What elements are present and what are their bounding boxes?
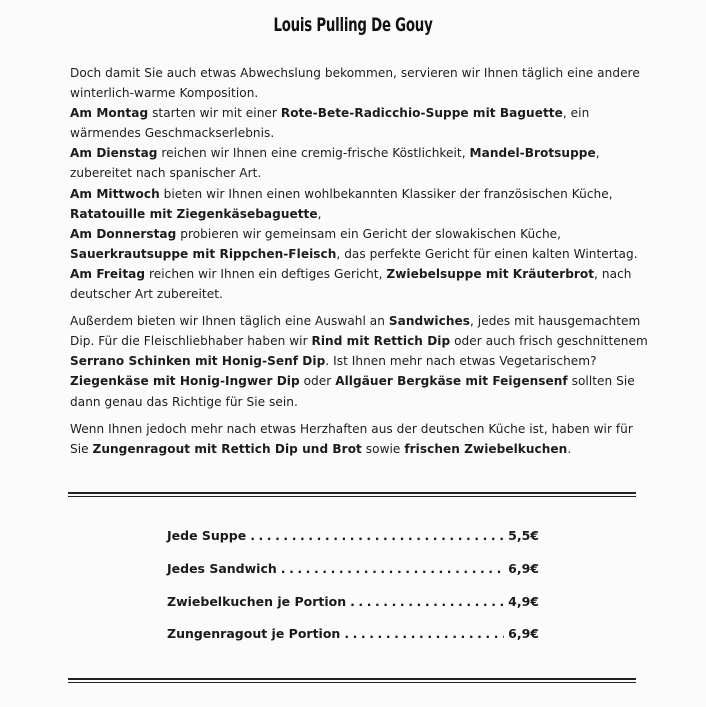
- top-divider: [68, 492, 636, 497]
- price-row: [167, 626, 539, 659]
- dish-name: Mandel-Brotsuppe: [469, 146, 596, 161]
- monday-line: Am Montag starten wir mit einer Rote-Bete-Radicchio-Suppe mit Baguette, ein wärmendes Geschmackserlebnis.: [70, 106, 590, 141]
- price-value: 5,5€: [508, 528, 539, 543]
- leader-dots: [250, 528, 504, 543]
- price-item: Zungenragout je Portion: [167, 626, 341, 642]
- wednesday-line: Am Mittwoch bieten wir Ihnen einen wohlbekannten Klassiker der französischen Küche, Ratatouille mit Ziegenkäsebaguette,: [70, 186, 613, 221]
- bottom-divider: [68, 678, 636, 683]
- price-item: Zwiebelkuchen je Portion: [167, 593, 347, 609]
- price-item: Jedes Sandwich: [167, 560, 277, 576]
- price-item: Jede Suppe: [167, 528, 247, 543]
- leader-dots: [344, 626, 504, 641]
- dish-name: Zwiebelsuppe mit Kräuterbrot: [386, 266, 595, 281]
- hearty-paragraph: Wenn Ihnen jedoch mehr nach etwas Herzhaften aus der deutschen Küche ist, haben wir für Sie Zungenragout mit Rettich Dip und Brot sowie frischen Zwiebelkuchen.: [70, 421, 633, 456]
- price-value: 4,9€: [508, 593, 539, 609]
- price-row: [167, 561, 539, 594]
- dish-name: Sauerkrautsuppe mit Rippchen-Fleisch: [70, 246, 337, 261]
- menu-description: [70, 63, 650, 459]
- day-label: Am Mittwoch: [70, 186, 160, 201]
- tuesday-line: Am Dienstag reichen wir Ihnen eine cremig-frische Köstlichkeit, Mandel-Brotsuppe, zubereitet nach spanischer Art.: [70, 146, 600, 181]
- price-row: [167, 594, 539, 627]
- page-title: Louis Pulling De Gouy: [273, 14, 433, 36]
- intro-paragraph: Doch damit Sie auch etwas Abwechslung bekommen, servieren wir Ihnen täglich eine andere winterlich-warme Komposition.: [70, 66, 640, 101]
- dish-name: Ratatouille mit Ziegenkäsebaguette: [70, 206, 318, 221]
- leader-dots: [350, 594, 504, 609]
- leader-dots: [281, 561, 504, 576]
- price-row: [167, 528, 539, 561]
- day-label: Am Freitag: [70, 266, 146, 281]
- price-value: 6,9€: [508, 626, 539, 642]
- price-value: 6,9€: [508, 560, 539, 576]
- sandwiches-paragraph: Außerdem bieten wir Ihnen täglich eine Auswahl an Sandwiches, jedes mit hausgemachtem Dip. Für die Fleischliebhaber haben wir Rind mit Rettich Dip oder auch frisch geschnittenem Serrano Schinken mit Honig-Senf Dip. Ist Ihnen mehr nach etwas Vegetarischem? Ziegenkäse mit Honig-Ingwer Dip oder Allgäuer Bergkäse mit Feigensenf sollten Sie dann genau das Richtige für Sie sein.: [70, 314, 648, 409]
- day-label: Am Dienstag: [70, 146, 158, 161]
- day-label: Am Donnerstag: [70, 226, 177, 241]
- friday-line: Am Freitag reichen wir Ihnen ein deftiges Gericht, Zwiebelsuppe mit Kräuterbrot, nach deutscher Art zubereitet.: [70, 266, 632, 302]
- dish-name: Rote-Bete-Radicchio-Suppe mit Baguette: [280, 106, 563, 121]
- day-label: Am Montag: [70, 106, 149, 121]
- price-list: [167, 528, 539, 659]
- thursday-line: Am Donnerstag probieren wir gemeinsam ein Gericht der slowakischen Küche, Sauerkrautsuppe mit Rippchen-Fleisch, das perfekte Gericht für einen kalten Wintertag.: [70, 226, 638, 261]
